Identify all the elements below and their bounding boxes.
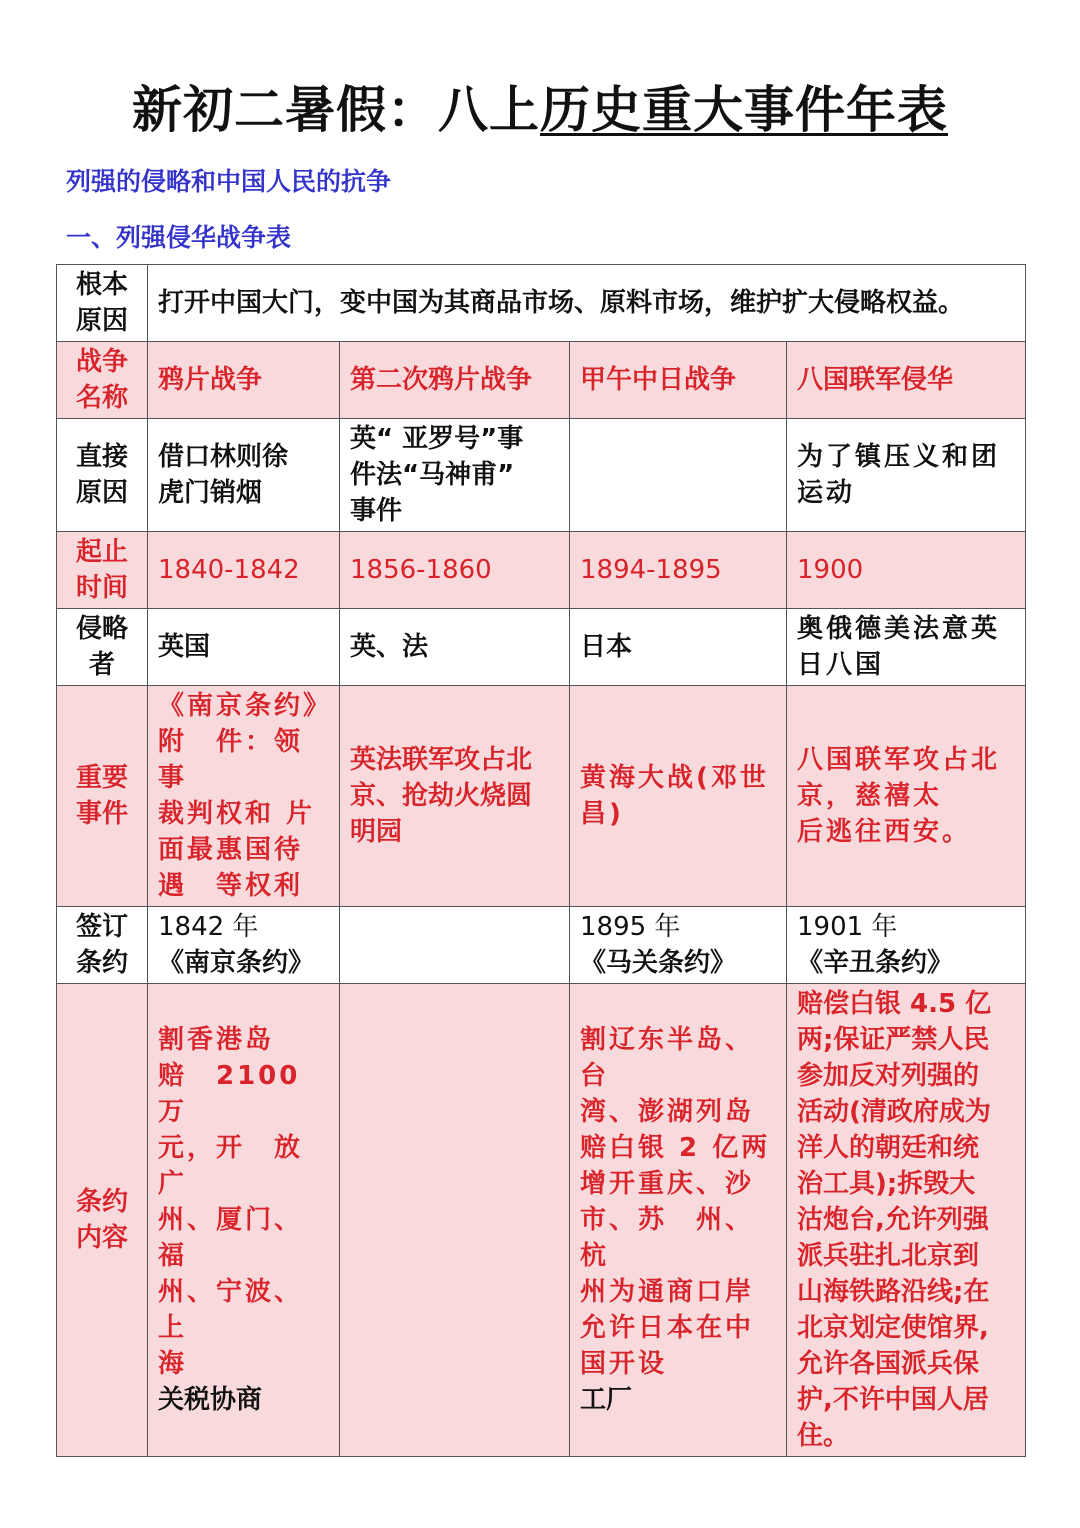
root-cause-text: 打开中国大门，变中国为其商品市场、原料市场，维护扩大侵略权益。 [148, 265, 1026, 342]
content-cell: 割香港岛 赔 2100 万 元，开 放广 州、厦门、福 州、宁波、上 海 关税协商 [148, 984, 340, 1457]
row-time [57, 532, 1026, 609]
label-aggressor: 侵略 者 [57, 609, 148, 686]
war-name-cell: 八国联军侵华 [787, 342, 1026, 419]
treaty-cell: 1901 年 《辛丑条约》 [787, 907, 1026, 984]
direct-cause-cell: 英“ 亚罗号”事 件法“马神甫” 事件 [340, 419, 570, 532]
time-cell: 1856-1860 [340, 532, 570, 609]
aggressor-cell: 英国 [148, 609, 340, 686]
event-cell: 黄海大战(邓世 昌) [570, 686, 787, 907]
row-direct-cause [57, 419, 1026, 532]
event-cell: 英法联军攻占北 京、抢劫火烧圆 明园 [340, 686, 570, 907]
title-part1: 新初二暑假：八上 [132, 81, 540, 139]
war-name-cell: 第二次鸦片战争 [340, 342, 570, 419]
label-time: 起止 时间 [57, 532, 148, 609]
label-war-name: 战争 名称 [57, 342, 148, 419]
treaty-cell [340, 907, 570, 984]
direct-cause-cell: 为了镇压义和团 运动 [787, 419, 1026, 532]
time-cell: 1900 [787, 532, 1026, 609]
row-root-cause [57, 265, 1026, 342]
row-war-name [57, 342, 1026, 419]
event-cell: 八国联军攻占北 京，慈禧太 后逃往西安。 [787, 686, 1026, 907]
aggressor-cell: 英、法 [340, 609, 570, 686]
war-table [56, 264, 1026, 1457]
aggressor-cell: 日本 [570, 609, 787, 686]
aggressor-cell: 奥俄德美法意英 日八国 [787, 609, 1026, 686]
section-heading: 列强的侵略和中国人民的抗争 [66, 167, 392, 196]
time-cell: 1894-1895 [570, 532, 787, 609]
direct-cause-cell: 借口林则徐 虎门销烟 [148, 419, 340, 532]
label-direct-cause: 直接 原因 [57, 419, 148, 532]
label-content: 条约 内容 [57, 984, 148, 1457]
label-events: 重要 事件 [57, 686, 148, 907]
row-aggressor [57, 609, 1026, 686]
time-cell: 1840-1842 [148, 532, 340, 609]
war-name-cell: 甲午中日战争 [570, 342, 787, 419]
treaty-cell: 1895 年 《马关条约》 [570, 907, 787, 984]
table-heading: 一、列强侵华战争表 [66, 223, 292, 252]
label-treaty: 签订 条约 [57, 907, 148, 984]
row-treaty [57, 907, 1026, 984]
row-content [57, 984, 1026, 1457]
content-cell [340, 984, 570, 1457]
page-title [0, 70, 1080, 142]
event-cell: 《南京条约》 附 件：领事 裁判权和 片 面最惠国待 遇 等权利 [148, 686, 340, 907]
content-cell: 割辽东半岛、台 湾、澎湖列岛 赔白银 2 亿两 增开重庆、沙 市、苏 州、杭 州为通商口岸 允许日本在中 国开设 工厂 [570, 984, 787, 1457]
title-part2: 历史重大事件年表 [540, 81, 948, 139]
content-cell: 赔偿白银 4.5 亿 两;保证严禁人民 参加反对列强的 活动(清政府成为 洋人的朝廷和统 治工具);拆毁大 沽炮台,允许列强 派兵驻扎北京到 山海铁路沿线;在 北京划定使馆界, 允许各国派兵保 护,不许中国人居 住。 [787, 984, 1026, 1457]
war-name-cell: 鸦片战争 [148, 342, 340, 419]
label-root-cause: 根本 原因 [57, 265, 148, 342]
row-events [57, 686, 1026, 907]
direct-cause-cell [570, 419, 787, 532]
treaty-cell: 1842 年 《南京条约》 [148, 907, 340, 984]
